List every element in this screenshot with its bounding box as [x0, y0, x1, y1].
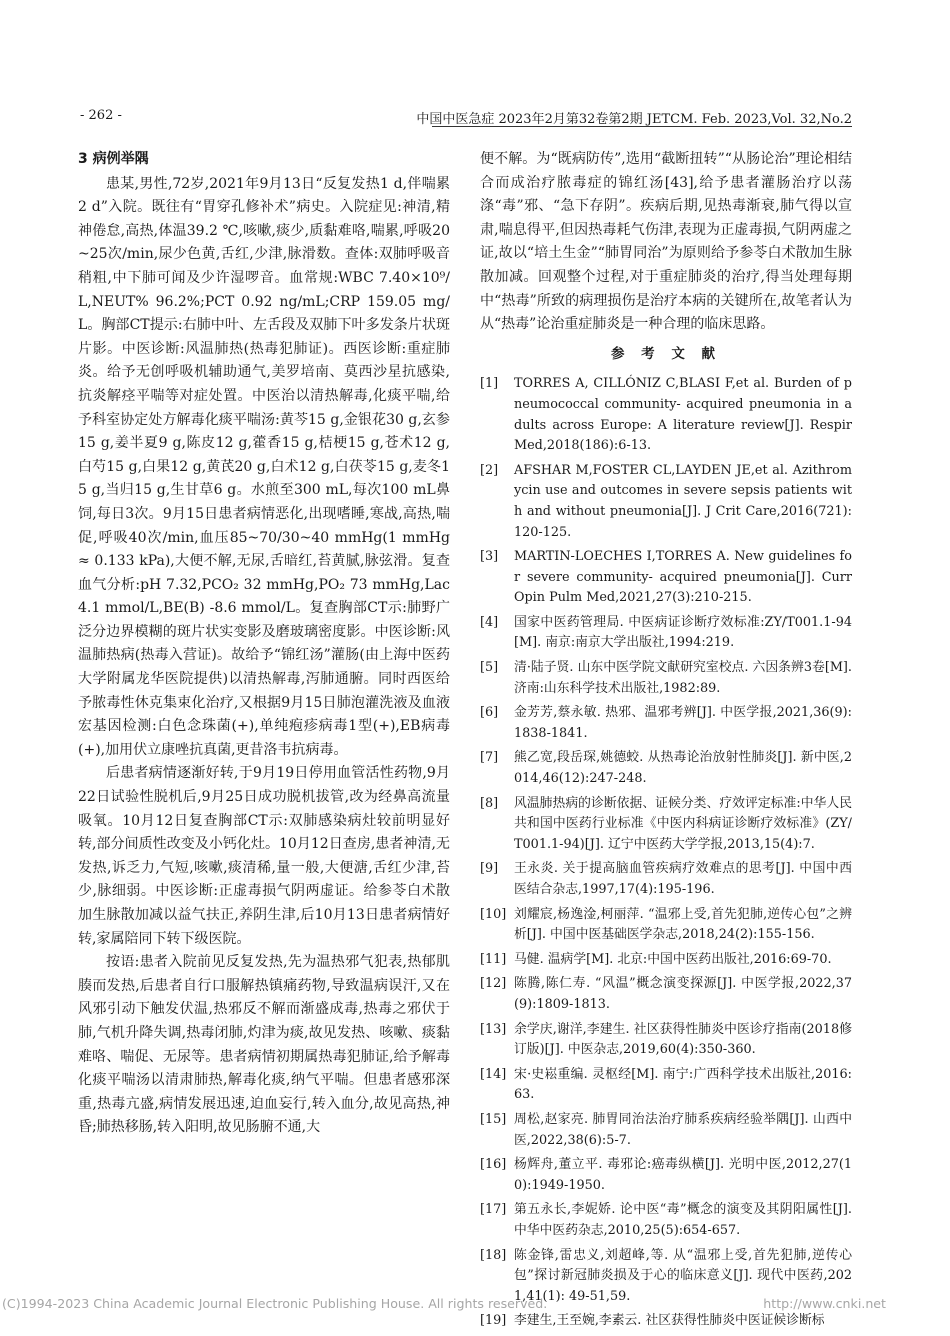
- reference-text: 马健. 温病学[M]. 北京:中国中医药出版社,2016:69-70.: [514, 951, 832, 967]
- reference-text: 宋·史崧重编. 灵枢经[M]. 南宁:广西科学技术出版社,2016:63.: [514, 1066, 852, 1103]
- reference-item: [480, 1065, 852, 1106]
- commentary-paragraph: 按语:患者入院前见反复发热,先为温热邪气犯表,热郁肌腠而发热,后患者自行口服解热镇痛药物,导致温病误汗,又在风邪引动下触发伏温,热邪反不解而渐盛成毒,热毒之邪伏于肺,气机升降失调,热毒闭肺,灼津为痰,故见发热、咳嗽、痰黏难咯、喘促、无尿等。患者病情初期属热毒犯肺证,给予解毒化痰平喘汤以清肃肺热,解毒化痰,纳气平喘。但患者感邪深重,热毒亢盛,病情发展迅速,迫血妄行,转入血分,故见高热,神昏;肺热移肠,转入阳明,故见肠腑不通,大: [78, 954, 450, 1136]
- reference-text: 第五永长,李妮娇. 论中医“毒”概念的演变及其阴阳属性[J]. 中华中医药杂志,2010,25(5):654-657.: [514, 1202, 852, 1238]
- reference-number: [10]: [480, 906, 507, 922]
- reference-number: [6]: [480, 705, 499, 721]
- reference-text: AFSHAR M,FOSTER CL,LAYDEN JE,et al. Azithromycin use and outcomes in severe sepsis patients with and without pneumonia[J]. J Crit Care,2016(721):120-125.: [514, 462, 852, 540]
- reference-item: [480, 658, 852, 699]
- reference-text: 余学庆,谢洋,李建生. 社区获得性肺炎中医诊疗指南(2018修订版)[J]. 中医杂志,2019,60(4):350-360.: [514, 1021, 852, 1058]
- reference-number: [17]: [480, 1202, 507, 1218]
- reference-text: 陈腾,陈仁寿. “风温”概念演变探源[J]. 中医学报,2022,37(9):1809-1813.: [514, 976, 852, 1012]
- reference-number: [9]: [480, 861, 499, 877]
- reference-number: [1]: [480, 376, 499, 392]
- reference-number: [7]: [480, 750, 499, 766]
- reference-item: [480, 748, 852, 789]
- reference-number: [14]: [480, 1066, 507, 1082]
- reference-number: [18]: [480, 1247, 507, 1263]
- references-heading: 参 考 文 献: [610, 345, 722, 362]
- reference-item: [480, 547, 852, 609]
- journal-citation: 中国中医急症 2023年2月第32卷第2期 JETCM. Feb. 2023,Vol. 32,No.2: [416, 112, 852, 127]
- reference-list: [480, 374, 852, 1332]
- right-column: [480, 148, 852, 1336]
- reference-text: 李建生,王至婉,李素云. 社区获得性肺炎中医证候诊断标: [514, 1313, 825, 1329]
- copyright-notice: (C)1994-2023 China Academic Journal Electronic Publishing House. All rights reserved.: [2, 1296, 548, 1311]
- cnki-link[interactable]: http://www.cnki.net: [763, 1296, 886, 1311]
- reference-number: [13]: [480, 1021, 507, 1037]
- left-column: [78, 148, 450, 1140]
- reference-text: 刘耀宸,杨逸淦,柯丽萍. “温邪上受,首先犯肺,逆传心包”之辨析[J]. 中国中医基础医学杂志,2018,24(2):155-156.: [514, 906, 852, 943]
- reference-number: [15]: [480, 1111, 507, 1127]
- page-header: [52, 108, 852, 128]
- commentary-continuation: 便不解。为“既病防传”,选用“截断扭转”“从肠论治”理论相结合而成治疗脓毒症的锦红汤[43],给予患者灌肠治疗以荡涤“毒”邪、“急下存阴”。疾病后期,见热毒渐衰,肺气得以宣肃,喘息得平,但因热毒耗气伤津,表现为正虚毒损,气阴两虚之证,故以“培土生金”“肺胃同治”为原则给予参苓白术散加生脉散加减。回观整个过程,对于重症肺炎的治疗,得当处理每期中“热毒”所致的病理损伤是治疗本病的关键所在,故笔者认为从“热毒”论治重症肺炎是一种合理的临床思路。: [480, 151, 852, 333]
- reference-text: 周松,赵家亮. 肺胃同治法治疗肺系疾病经验举隅[J]. 山西中医,2022,38(6):5-7.: [514, 1111, 852, 1148]
- reference-text: 风温肺热病的诊断依据、证候分类、疗效评定标准:中华人民共和国中医药行业标准《中医内科病证诊断疗效标准》(ZY/T001.1-94)[J]. 辽宁中医药大学学报,2013,15(4):7.: [514, 795, 852, 852]
- reference-text: MARTIN-LOECHES I,TORRES A. New guidelines for severe community- acquired pneumonia[J]. Curr Opin Pulm Med,2021,27(3):210-215.: [514, 549, 852, 606]
- reference-item: [480, 1200, 852, 1241]
- reference-text: 熊乙宽,段岳琛,姚德蛟. 从热毒论治放射性肺炎[J]. 新中医,2014,46(12):247-248.: [514, 750, 852, 787]
- reference-text: 王永炎. 关于提高脑血管疾病疗效难点的思考[J]. 中国中西医结合杂志,1997,17(4):195-196.: [514, 861, 852, 897]
- header-rule: [432, 126, 852, 127]
- reference-text: TORRES A, CILLÓNIZ C,BLASI F,et al. Burden of pneumococcal community- acquired pneumonia in adults across Europe: A literature review[J]. Respir Med,2018(186):6-13.: [514, 376, 852, 454]
- reference-item: [480, 374, 852, 456]
- reference-item: [480, 794, 852, 856]
- reference-text: 陈金锋,雷忠义,刘超峰,等. 从“温邪上受,首先犯肺,逆传心包”探讨新冠肺炎损及于心的临床意义[J]. 现代中医药,2021,41(1): 49-51,59.: [514, 1247, 852, 1304]
- reference-number: [2]: [480, 462, 499, 478]
- reference-item: [480, 859, 852, 900]
- reference-number: [5]: [480, 660, 499, 676]
- reference-text: 清·陆子贤. 山东中医学院文献研究室校点. 六因条辨3卷[M]. 济南:山东科学技术出版社,1982:89.: [514, 660, 852, 696]
- reference-item: [480, 703, 852, 744]
- section-title: 3 病例举隅: [78, 151, 149, 167]
- reference-item: [480, 613, 852, 654]
- reference-item: [480, 1110, 852, 1151]
- reference-number: [19]: [480, 1313, 507, 1329]
- reference-number: [3]: [480, 549, 499, 565]
- reference-number: [4]: [480, 614, 499, 630]
- reference-item: [480, 461, 852, 543]
- reference-text: 金芳芳,蔡永敏. 热邪、温邪考辨[J]. 中医学报,2021,36(9):1838-1841.: [514, 705, 852, 741]
- reference-item: [480, 905, 852, 946]
- reference-item: [480, 1155, 852, 1196]
- reference-number: [11]: [480, 951, 507, 967]
- case-paragraph-2: 后患者病情逐渐好转,于9月19日停用血管活性药物,9月22日试验性脱机后,9月25日成功脱机拔管,改为经鼻高流量吸氧。10月12日复查胸部CT示:双肺感染病灶较前明显好转,部分间质性改变及小钙化灶。10月12日查房,患者神清,无发热,诉乏力,气短,咳嗽,痰清稀,量一般,大便溏,舌红少津,苔少,脉细弱。中医诊断:正虚毒损气阴两虚证。给参苓白术散加生脉散加减以益气扶正,养阴生津,后10月13日患者病情好转,家属陪同下转下级医院。: [78, 765, 450, 947]
- reference-item: [480, 1020, 852, 1061]
- case-paragraph-1: 患某,男性,72岁,2021年9月13日“反复发热1 d,伴喘累2 d”入院。既往有“胃穿孔修补术”病史。入院症见:神清,精神倦怠,高热,体温39.2 ℃,咳嗽,痰少,质黏难咯,喘累,呼吸20~25次/min,尿少色黄,舌红,少津,脉滑数。查体:双肺呼吸音稍粗,中下肺可闻及少许湿啰音。血常规:WBC 7.40×10⁹/L,NEUT% 96.2%;PCT 0.92 ng/mL;CRP 159.05 mg/L。胸部CT提示:右肺中叶、左舌段及双肺下叶多发条片状斑片影。中医诊断:风温肺热(热毒犯肺证)。西医诊断:重症肺炎。给予无创呼吸机辅助通气,美罗培南、莫西沙星抗感染,抗炎解痉平喘等对症处置。中医治以清热解毒,化痰平喘,给予科室协定处方解毒化痰平喘汤:黄芩15 g,金银花30 g,玄参15 g,姜半夏9 g,陈皮12 g,藿香15 g,桔梗15 g,苍术12 g,白芍15 g,白果12 g,黄芪20 g,白术12 g,白茯苓15 g,麦冬15 g,当归15 g,生甘草6 g。水煎至300 mL,每次100 mL鼻饲,每日3次。9月15日患者病情恶化,出现嗜睡,寒战,高热,喘促,呼吸40次/min,血压85~70/30~40 mmHg(1 mmHg ≈ 0.133 kPa),大便不解,无尿,舌暗红,苔黄腻,脉弦滑。复查血气分析:pH 7.32,PCO₂ 32 mmHg,PO₂ 73 mmHg,Lac 4.1 mmol/L,BE(B) -8.6 mmol/L。复查胸部CT示:肺野广泛分边界模糊的斑片状实变影及磨玻璃密度影。中医诊断:风温肺热病(热毒入营证)。故给予“锦红汤”灌肠(由上海中医药大学附属龙华医院提供)以清热解毒,泻肺通腑。同时西医给予脓毒性休克集束化治疗,又根据9月15日肺泡灌洗液及血液宏基因检测:白色念珠菌(+),单纯疱疹病毒1型(+),EB病毒(+),加用伏立康唑抗真菌,更昔洛韦抗病毒。: [78, 175, 450, 758]
- reference-item: [480, 950, 852, 971]
- reference-number: [12]: [480, 976, 507, 992]
- reference-number: [16]: [480, 1157, 507, 1173]
- reference-text: 杨辉舟,董立平. 毒邪论:癌毒纵横[J]. 光明中医,2012,27(10):1949-1950.: [514, 1157, 852, 1193]
- page-number: - 262 -: [80, 108, 122, 123]
- reference-item: [480, 974, 852, 1015]
- reference-number: [8]: [480, 795, 499, 811]
- reference-item: [480, 1311, 852, 1332]
- reference-text: 国家中医药管理局. 中医病证诊断疗效标准:ZY/T001.1-94[M]. 南京:南京大学出版社,1994:219.: [514, 614, 852, 651]
